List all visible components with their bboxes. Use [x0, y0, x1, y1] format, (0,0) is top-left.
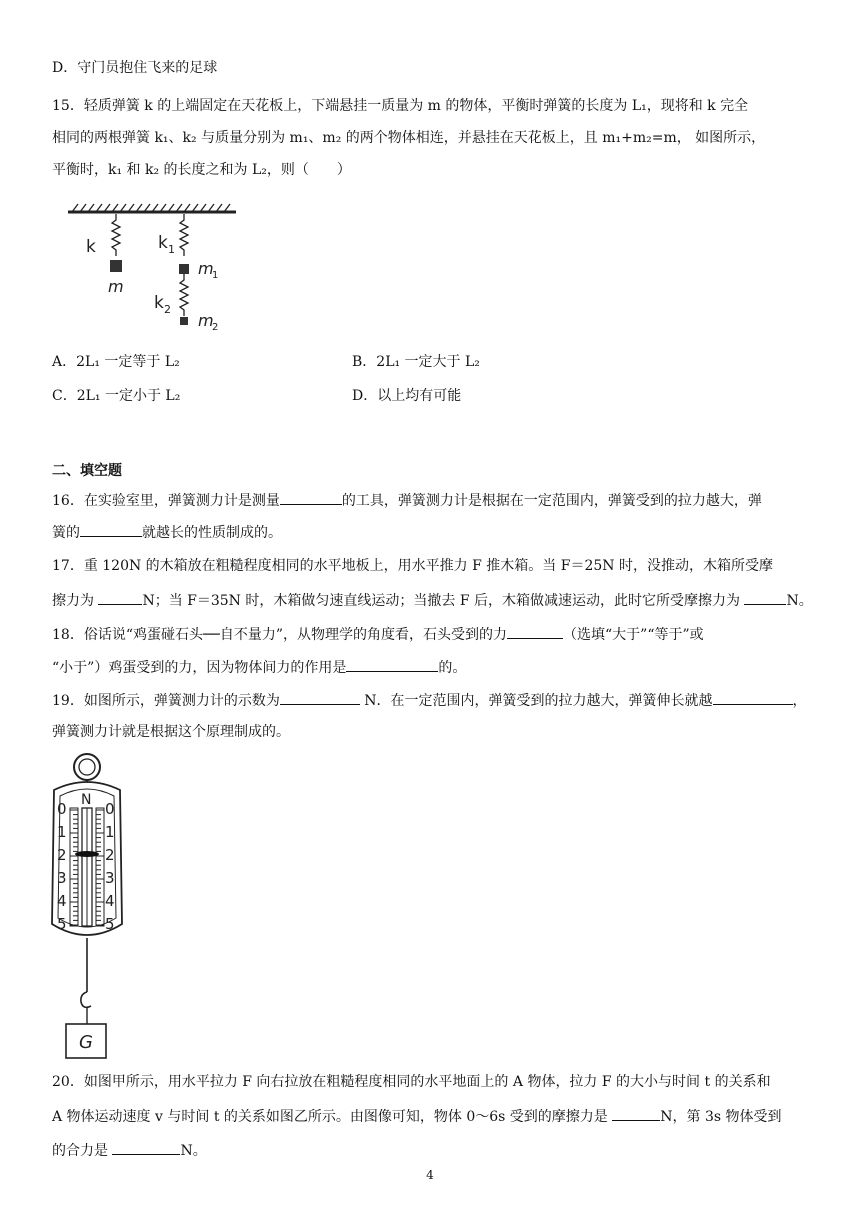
q19-line-2: 弹簧测力计就是根据这个原理制成的。: [52, 724, 290, 740]
q17-text-4: N。: [786, 593, 813, 609]
q17-blank-2[interactable]: [744, 590, 786, 605]
tick-left-2: 2: [57, 846, 67, 864]
q15-line-3: 平衡时，k₁ 和 k₂ 的长度之和为 L₂，则（ ）: [52, 162, 351, 178]
q16-text-3: 簧的: [52, 525, 80, 541]
q20-text-2: A 物体运动速度 v 与时间 t 的关系如图乙所示。由图像可知，物体 0～6s 受到的摩擦力是: [52, 1109, 613, 1125]
q16-blank-1[interactable]: [280, 490, 342, 505]
q17-blank-1[interactable]: [98, 590, 142, 605]
label-k: k: [86, 237, 96, 257]
label-m1: m: [198, 259, 214, 278]
tick-right-1: 1: [105, 823, 115, 841]
spring-k1: [180, 214, 188, 256]
q16-blank-2[interactable]: [80, 522, 142, 537]
page-number: 4: [426, 1168, 434, 1182]
q17-text-2: 擦力为: [52, 593, 99, 609]
q14-option-d: D．守门员抱住飞来的足球: [52, 60, 218, 76]
tick-left-1: 1: [57, 823, 67, 841]
q16-line-1: [52, 490, 762, 511]
section-title-fill-blank: 二、填空题: [52, 463, 122, 479]
q15-option-a: A．2L₁ 一定等于 L₂: [52, 354, 180, 370]
q18-line-2: [52, 657, 466, 678]
q16-text-2: 的工具，弹簧测力计是根据在一定范围内，弹簧受到的拉力越大，弹: [341, 493, 762, 509]
q20-line-1: 20．如图甲所示，用水平拉力 F 向右拉放在粗糙程度相同的水平地面上的 A 物体，拉力 F 的大小与时间 t 的关系和: [52, 1074, 771, 1090]
scale-unit-label: N: [81, 792, 92, 808]
q20-line-2: [52, 1106, 782, 1127]
q17-text-3: N；当 F＝35N 时，木箱做匀速直线运动；当撤去 F 后，木箱做减速运动，此时它所受摩擦力为: [142, 593, 745, 609]
q15-line-1: 15．轻质弹簧 k 的上端固定在天花板上，下端悬挂一质量为 m 的物体，平衡时弹簧的长度为 L₁，现将和 k 完全: [52, 98, 749, 114]
tick-right-5: 5: [105, 915, 115, 933]
tick-left-4: 4: [57, 892, 67, 910]
tick-right-0: 0: [105, 800, 115, 818]
q19-line-1: [52, 690, 807, 711]
spring-figure: [60, 200, 240, 335]
mass-m-block: [110, 260, 122, 272]
q18-text-1: 18．俗话说“鸡蛋碰石头──自不量力”，从物理学的角度看，石头受到的力: [52, 627, 507, 643]
mass-m1-block: [179, 264, 189, 274]
scale-pointer: [75, 851, 99, 857]
q16-text-4: 就越长的性质制成的。: [142, 525, 282, 541]
q16-text-1: 16．在实验室里，弹簧测力计是测量: [52, 493, 280, 509]
q18-line-1: [52, 624, 704, 645]
tick-right-4: 4: [105, 892, 115, 910]
q20-line-3: [52, 1140, 207, 1161]
q18-text-2: （选填“大于”“等于”或: [563, 627, 704, 643]
q20-blank-2[interactable]: [112, 1140, 180, 1155]
label-m: m: [108, 277, 124, 296]
tick-right-3: 3: [105, 869, 115, 887]
q16-line-2: [52, 522, 282, 543]
tick-left-5: 5: [57, 915, 67, 933]
q19-text-3: ，: [792, 693, 807, 709]
q19-blank-2[interactable]: [713, 690, 793, 705]
weight-label: G: [79, 1032, 93, 1053]
tick-left-0: 0: [57, 800, 67, 818]
tick-left-3: 3: [57, 869, 67, 887]
q15-option-b: B．2L₁ 一定大于 L₂: [352, 354, 480, 370]
q18-blank-1[interactable]: [507, 624, 563, 639]
q15-line-2: 相同的两根弹簧 k₁、k₂ 与质量分别为 m₁、m₂ 的两个物体相连，并悬挂在天花板上，且 m₁+m₂=m， 如图所示，: [52, 130, 766, 146]
q15-option-c: C．2L₁ 一定小于 L₂: [52, 388, 181, 404]
label-k2: k: [154, 293, 164, 313]
label-k1-sub: 1: [168, 243, 175, 256]
label-m2: m: [198, 311, 214, 330]
spring-k2: [180, 274, 188, 316]
q20-text-4: 的合力是: [52, 1143, 113, 1159]
tick-right-2: 2: [105, 846, 115, 864]
q19-text-2: N．在一定范围内，弹簧受到的拉力越大，弹簧伸长就越: [359, 693, 713, 709]
q18-text-4: 的。: [438, 660, 467, 676]
q19-text-1: 19．如图所示，弹簧测力计的示数为: [52, 693, 280, 709]
q17-line-2: [52, 590, 813, 611]
q20-text-5: N。: [180, 1143, 207, 1159]
q15-option-d: D．以上均有可能: [352, 388, 462, 404]
label-m1-sub: 1: [212, 270, 219, 281]
spring-k: [112, 214, 120, 256]
label-k2-sub: 2: [164, 303, 171, 316]
spring-scale-figure: [46, 748, 136, 1066]
q19-blank-1[interactable]: [280, 690, 360, 705]
q20-text-3: N，第 3s 物体受到: [660, 1109, 782, 1125]
mass-m2-block: [180, 317, 188, 325]
q18-text-3: “小于”）鸡蛋受到的力，因为物体间力的作用是: [52, 660, 347, 676]
q20-blank-1[interactable]: [612, 1106, 660, 1121]
q17-line-1: 17．重 120N 的木箱放在粗糙程度相同的水平地板上，用水平推力 F 推木箱。当 F＝25N 时，没推动，木箱所受摩: [52, 558, 773, 574]
label-k1: k: [158, 233, 168, 253]
label-m2-sub: 2: [212, 322, 219, 333]
q18-blank-2[interactable]: [346, 657, 438, 672]
